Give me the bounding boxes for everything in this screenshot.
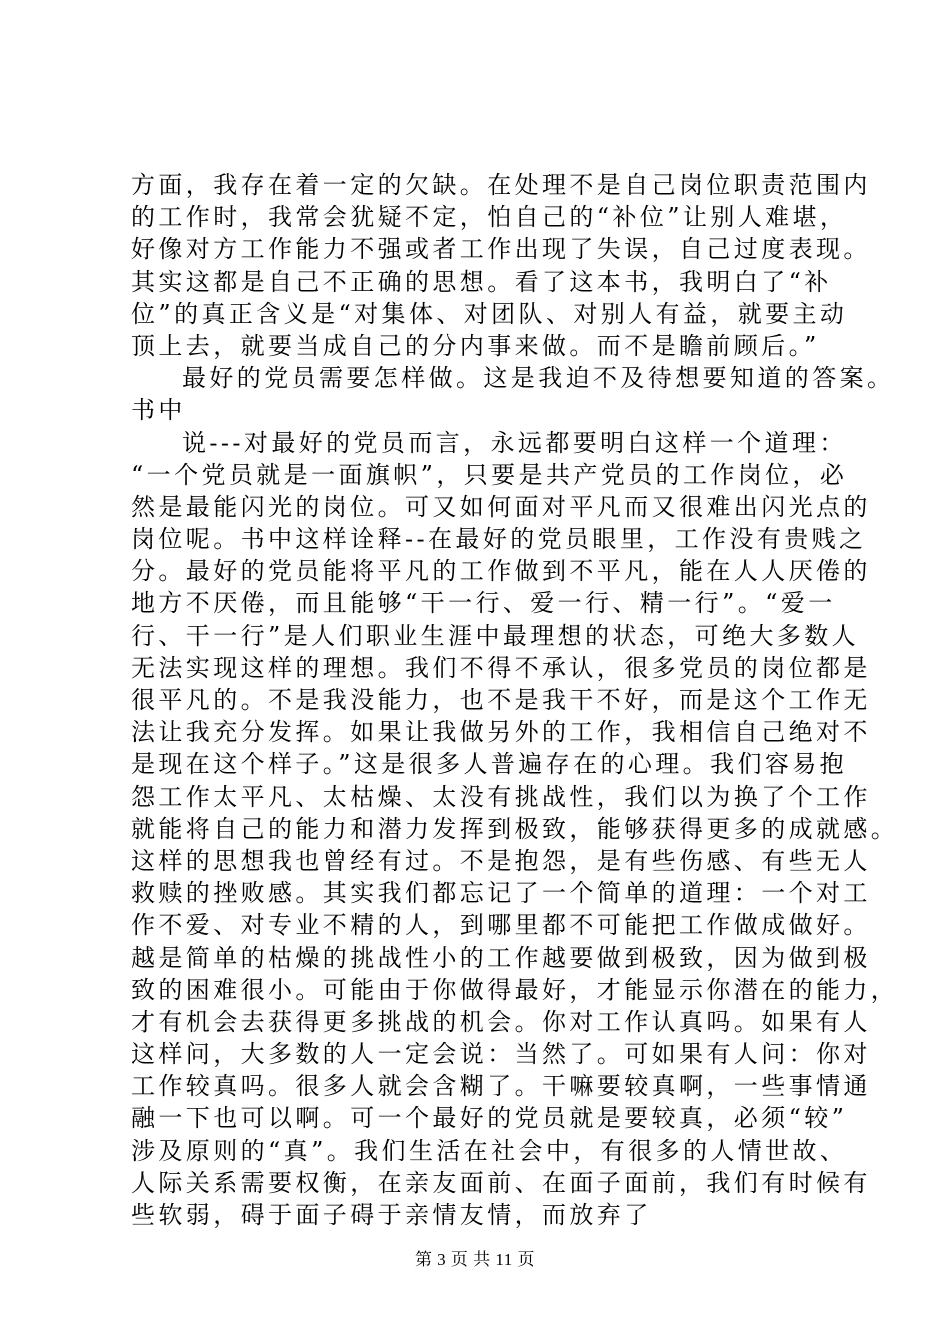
text-line: 书中: [131, 396, 186, 425]
text-line: 很平凡的。不是我没能力，也不是我干不好，而是这个工作无: [131, 686, 871, 714]
text-line: 岗位呢。书中这样诠释--在最好的党员眼里，工作没有贵贱之: [131, 525, 867, 554]
text-line: 人际关系需要权衡，在亲友面前、在面子面前，我们有时候有: [131, 1168, 871, 1197]
text-line: 然是最能闪光的岗位。可又如何面对平凡而又很难出闪光点的: [131, 492, 871, 521]
page-number: 第 3 页 共 11 页: [414, 1250, 536, 1269]
text-line: 这样问，大多数的人一定会说：当然了。可如果有人问：你对: [131, 1040, 871, 1069]
text-line: 是现在这个样子。”这是很多人普遍存在的心理。我们容易抱: [131, 750, 848, 779]
text-line: 法让我充分发挥。如果让我做另外的工作，我相信自己绝对不: [131, 718, 871, 747]
paragraph-start-line: 最好的党员需要怎样做。这是我迫不及待想要知道的答案。: [182, 364, 895, 393]
paragraph-start-line: 说---对最好的党员而言，永远都要明白这样一个道理：: [182, 428, 847, 457]
text-line: 融一下也可以啊。可一个最好的党员就是要较真，必须“较”: [131, 1104, 848, 1133]
text-line: “一个党员就是一面旗帜”，只要是共产党员的工作岗位，必: [131, 460, 848, 489]
text-line: 工作较真吗。很多人就会含糊了。干嘛要较真啊，一些事情通: [131, 1072, 871, 1101]
text-line: 救赎的挫败感。其实我们都忘记了一个简单的道理：一个对工: [131, 879, 871, 908]
text-line: 好像对方工作能力不强或者工作出现了失误，自己过度表现。: [131, 235, 871, 264]
text-line: 地方不厌倦，而且能够“干一行、爱一行、精一行”。“爱一: [131, 589, 836, 618]
text-line: 位”的真正含义是“对集体、对团队、对别人有益，就要主动: [131, 299, 848, 328]
text-line: 分。最好的党员能将平凡的工作做到不平凡，能在人人厌倦的: [131, 557, 871, 586]
page-footer: [0, 1245, 950, 1270]
text-line: 涉及原则的“真”。我们生活在社会中，有很多的人情世故、: [131, 1136, 848, 1165]
text-line: 才有机会去获得更多挑战的机会。你对工作认真吗。如果有人: [131, 1007, 871, 1036]
text-line: 致的困难很小。可能由于你做得最好，才能显示你潜在的能力，: [131, 975, 899, 1004]
text-line: 这样的思想我也曾经有过。不是抱怨，是有些伤感、有些无人: [131, 846, 871, 875]
text-line: 些软弱，碍于面子碍于亲情友情，而放弃了: [131, 1201, 652, 1229]
text-line: 其实这都是自己不正确的思想。看了这本书，我明白了“补: [131, 267, 832, 296]
text-line: 越是简单的枯燥的挑战性小的工作越要做到极致，因为做到极: [131, 943, 871, 972]
text-line: 的工作时，我常会犹疑不定，怕自己的“补位”让别人难堪，: [131, 203, 848, 232]
text-line: 方面，我存在着一定的欠缺。在处理不是自己岗位职责范围内: [131, 171, 871, 199]
text-line: 就能将自己的能力和潜力发挥到极致，能够获得更多的成就感。: [131, 814, 899, 843]
text-line: 顶上去，就要当成自己的分内事来做。而不是瞻前顾后。”: [131, 331, 820, 360]
text-line: 怨工作太平凡、太枯燥、太没有挑战性，我们以为换了个工作: [131, 782, 871, 811]
text-line: 行、干一行”是人们职业生涯中最理想的状态，可绝大多数人: [131, 621, 860, 650]
text-line: 作不爱、对专业不精的人，到哪里都不可能把工作做成做好。: [131, 911, 871, 940]
text-line: 无法实现这样的理想。我们不得不承认，很多党员的岗位都是: [131, 653, 871, 682]
body-text: [131, 169, 899, 1231]
